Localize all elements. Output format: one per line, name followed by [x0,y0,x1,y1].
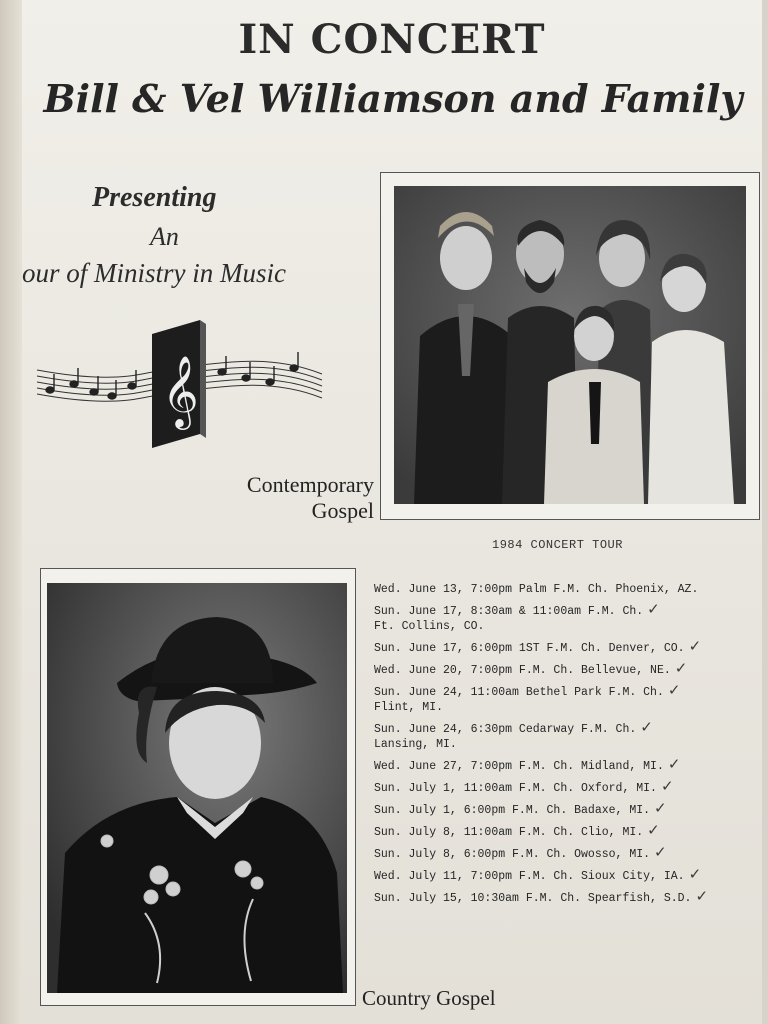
schedule-item [374,580,762,597]
checkmark-icon: ✓ [667,755,681,773]
caption-line: Contemporary [246,472,374,497]
tour-heading: 1984 CONCERT TOUR [492,538,623,552]
caption-line: Gospel [311,498,374,523]
headline-in-concert: IN CONCERT [238,16,546,63]
scrapbook-edge [0,0,22,1024]
schedule-item [374,823,762,840]
schedule-item [374,845,762,862]
schedule-item [374,779,762,796]
schedule-item-text: Wed. June 27, 7:00pm F.M. Ch. Midland, MI. [374,760,664,773]
schedule-item-line [374,757,762,774]
contemporary-gospel-caption [234,472,374,524]
schedule-item-text: Wed. June 13, 7:00pm Palm F.M. Ch. Phoenix, AZ. [374,583,699,596]
schedule-item-text: Sun. July 15, 10:30am F.M. Ch. Spearfish, S.D. [374,892,692,905]
schedule-item [374,801,762,818]
country-gospel-caption: Country Gospel [362,986,496,1010]
schedule-item-line [374,683,762,700]
schedule-item-location: Flint, MI. [374,701,444,714]
checkmark-icon: ✓ [688,637,702,655]
schedule-item [374,639,762,656]
concert-flyer [22,0,762,1024]
schedule-item-text: Sun. July 8, 6:00pm F.M. Ch. Owosso, MI. [374,848,651,861]
checkmark-icon: ✓ [674,659,688,677]
schedule-item-text: Sun. July 8, 11:00am F.M. Ch. Clio, MI. [374,826,644,839]
checkmark-icon: ✓ [654,843,667,861]
portrait-frame [40,568,356,1006]
checkmark-icon: ✓ [647,600,660,618]
schedule-item-text: Sun. June 24, 6:30pm Cedarway F.M. Ch. [374,723,637,736]
schedule-item-text: Sun. July 1, 6:00pm F.M. Ch. Badaxe, MI. [374,804,651,817]
family-photo-frame [380,172,760,520]
checkmark-icon: ✓ [654,799,667,817]
schedule-item-line [374,602,762,619]
schedule-item-line [374,720,762,737]
schedule-item-line [374,823,762,840]
schedule-item [374,683,762,715]
schedule-item-line [374,845,762,862]
headline-artist: Bill & Vel Williamson and Family [43,76,743,121]
family-photo [394,186,746,504]
schedule-item-line [374,580,762,597]
schedule-item [374,867,762,884]
checkmark-icon: ✓ [667,681,681,699]
schedule-item-line [374,867,762,884]
schedule-item [374,757,762,774]
schedule-item [374,602,762,634]
schedule-item-line [374,661,762,678]
cowgirl-portrait-photo [47,583,347,993]
schedule-item [374,661,762,678]
music-staff-icon [32,312,332,462]
checkmark-icon: ✓ [640,718,653,736]
schedule-item-line [374,889,762,906]
schedule-item-line [374,779,762,796]
schedule-item-text: Wed. July 11, 7:00pm F.M. Ch. Sioux City, IA. [374,870,685,883]
svg-text:𝄞: 𝄞 [162,354,199,427]
schedule-item-line [374,801,762,818]
schedule-item-location: Ft. Collins, CO. [374,620,485,633]
tour-of-ministry-text: our of Ministry in Music [22,258,286,288]
schedule-item-line [374,639,762,656]
checkmark-icon: ✓ [695,887,709,905]
schedule-item-text: Sun. June 24, 11:00am Bethel Park F.M. Ch. [374,686,664,699]
concert-schedule [374,580,762,911]
schedule-item [374,889,762,906]
schedule-item-location: Lansing, MI. [374,738,457,751]
checkmark-icon: ✓ [660,777,674,795]
schedule-item-text: Sun. July 1, 11:00am F.M. Ch. Oxford, MI. [374,782,657,795]
schedule-item-text: Wed. June 20, 7:00pm F.M. Ch. Bellevue, NE. [374,664,671,677]
an-text: An [150,222,179,251]
schedule-item-text: Sun. June 17, 8:30am & 11:00am F.M. Ch. [374,605,644,618]
presenting-text: Presenting [92,182,217,213]
checkmark-icon: ✓ [688,865,702,883]
checkmark-icon: ✓ [647,821,660,839]
schedule-item [374,720,762,752]
schedule-item-text: Sun. June 17, 6:00pm 1ST F.M. Ch. Denver, CO. [374,642,685,655]
